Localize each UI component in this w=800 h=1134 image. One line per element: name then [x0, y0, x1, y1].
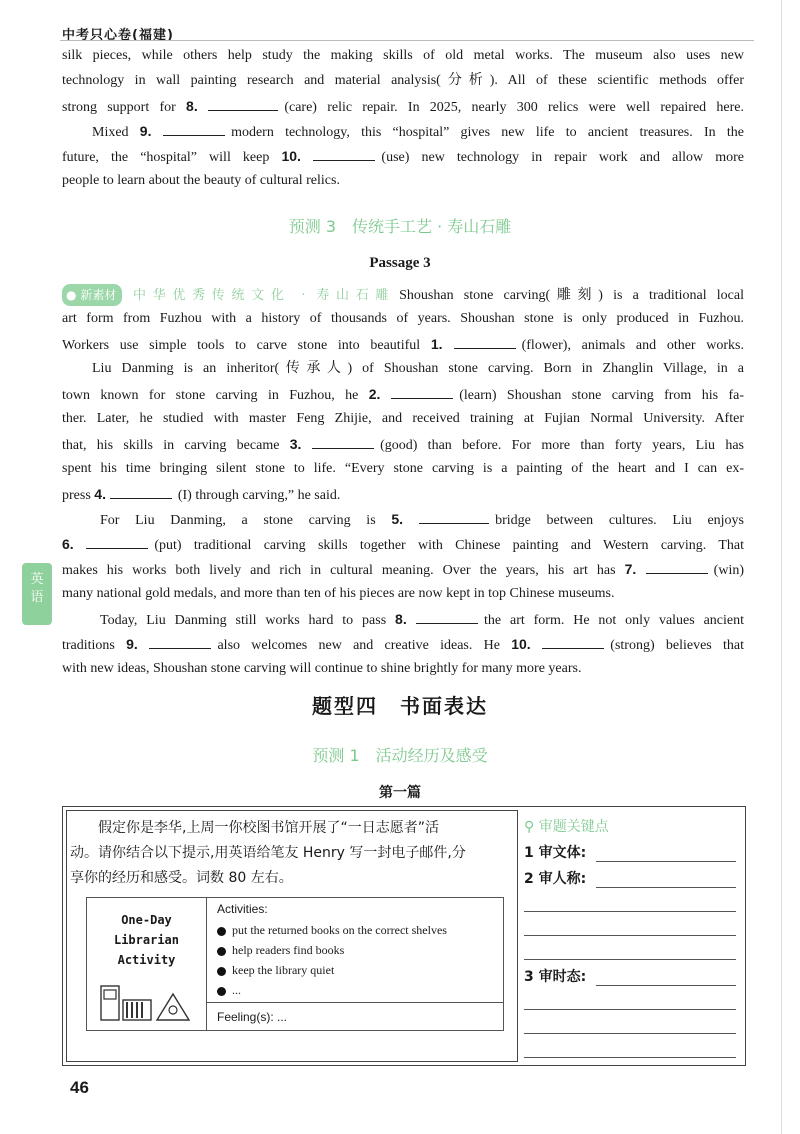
- question-number: 10.: [281, 148, 314, 164]
- text-line: [62, 309, 744, 329]
- text-line: [92, 121, 744, 143]
- text-run: (strong) believes that: [610, 638, 744, 653]
- book-header-title: 中考只心卷(福建): [62, 28, 174, 43]
- text-line: [62, 534, 744, 556]
- text-run: people to learn about the beauty of cultural relics.: [62, 173, 340, 188]
- answer-line: [524, 934, 736, 936]
- text-run: (learn) Shoushan stone carving from his fa-: [459, 388, 744, 403]
- text-run: (use) new technology in repair work and allow more: [381, 150, 745, 165]
- text-line: [92, 359, 744, 379]
- answer-blank[interactable]: [149, 634, 211, 649]
- header-rule: [60, 40, 754, 41]
- text-run: silk pieces, while others help study the making skills of old metal works. The museum also uses new: [62, 48, 744, 63]
- key-points-panel: [524, 810, 740, 1062]
- key-points-heading: ⚲ 审题关键点: [524, 819, 609, 835]
- answer-blank[interactable]: [208, 96, 278, 111]
- text-line: [62, 384, 744, 406]
- text-run: Liu Danming is an inheritor(传承人) of Shoushan stone carving. Born in Zhanglin Village, in a: [92, 361, 744, 376]
- question-number: 4.: [94, 486, 110, 502]
- side-tab-char: 语: [30, 590, 44, 605]
- question-number: 8.: [395, 611, 416, 627]
- activity-item: keep the library quiet: [217, 960, 447, 980]
- answer-line: [596, 886, 736, 888]
- text-line: [62, 634, 744, 656]
- side-tab-char: 英: [30, 572, 44, 587]
- text-run: (win): [713, 563, 744, 578]
- activity-list-cell: [207, 898, 503, 1030]
- key-row-genre: 1 审文体:: [524, 845, 587, 861]
- text-run: Mixed: [92, 125, 140, 140]
- answer-line: [524, 1032, 736, 1034]
- question-number: 2.: [368, 386, 392, 402]
- question-number: 7.: [624, 561, 646, 577]
- prediction1-heading: 预测 1 活动经历及感受: [312, 746, 488, 765]
- text-line: [62, 46, 744, 66]
- text-run: (I) through carving,” he said.: [177, 488, 341, 503]
- text-run: ther. Later, he studied with master Feng Zhijie, and received training at Fujian Normal University. After: [62, 411, 744, 426]
- answer-line: [524, 1008, 736, 1010]
- text-run: future, the “hospital” will keep: [62, 150, 282, 165]
- passage3-title: Passage 3: [369, 255, 431, 271]
- text-run: (good) than before. For more than forty years, Liu has: [380, 438, 744, 453]
- text-line: [62, 71, 744, 91]
- answer-line: [596, 860, 736, 862]
- subject-side-tab: [22, 563, 52, 625]
- prompt-line: 假定你是李华,上周一你校图书馆开展了“一日志愿者”活: [98, 820, 439, 836]
- answer-blank[interactable]: [86, 534, 148, 549]
- text-span: [399, 288, 744, 303]
- answer-blank[interactable]: [646, 559, 708, 574]
- pin-icon: ⚲: [524, 819, 535, 835]
- text-run: technology in wall painting research and material analysis(分析). All of these scientific methods offer: [62, 73, 744, 88]
- question-number: 1.: [430, 336, 454, 352]
- answer-line: [524, 958, 736, 960]
- answer-blank[interactable]: [110, 484, 172, 499]
- text-line: [62, 584, 744, 604]
- text-run: art form from Fuzhou with a history of thousands of years. Shoushan stone is only produced in Fuzhou.: [62, 311, 744, 326]
- answer-line: [596, 984, 736, 986]
- text-run: spent his time bringing silent stone to life. “Every stone carving is a painting of the heart and I can ex-: [62, 461, 744, 476]
- new-material-tag: ● 新素材: [62, 284, 122, 306]
- bullet-icon: [217, 987, 226, 996]
- activity-item: ...: [217, 980, 447, 1000]
- answer-blank[interactable]: [419, 509, 489, 524]
- activity-list: [217, 920, 447, 1000]
- text-run: Workers use simple tools to carve stone into beautiful: [62, 338, 431, 353]
- text-run: traditions: [62, 638, 127, 653]
- page-number: 46: [70, 1078, 89, 1097]
- library-kiosk-icon: [97, 982, 197, 1024]
- bullet-icon: [217, 927, 226, 936]
- answer-blank[interactable]: [312, 434, 374, 449]
- text-run: makes his works both lively and rich in cultural meaning. Over the years, his art has: [62, 563, 625, 578]
- answer-blank[interactable]: [416, 609, 478, 624]
- bulb-icon: ●: [66, 288, 77, 302]
- text-run: strong support for: [62, 100, 187, 115]
- text-line: [62, 146, 744, 168]
- text-line: [62, 559, 744, 581]
- text-run: (care) relic repair. In 2025, nearly 300 relics were well repaired here.: [284, 100, 744, 115]
- text-run: that, his skills in carving became: [62, 438, 290, 453]
- answer-blank[interactable]: [163, 121, 225, 136]
- text-run: the art form. He not only values ancient: [484, 613, 745, 628]
- answer-blank[interactable]: [391, 384, 453, 399]
- key-row-person: 2 审人称:: [524, 871, 587, 887]
- text-line: [62, 459, 744, 479]
- activity-item: put the returned books on the correct shelves: [217, 920, 447, 940]
- text-run: Today, Liu Danming still works hard to pass: [100, 613, 396, 628]
- key-row-tense: 3 审时态:: [524, 969, 587, 985]
- text-line: [62, 96, 744, 118]
- prediction3-heading: 预测 3 传统手工艺 · 寿山石雕: [288, 217, 512, 236]
- text-run: bridge between cultures. Liu enjoys: [495, 513, 745, 528]
- text-run: Shoushan stone carving(雕刻) is a traditional local: [399, 288, 744, 303]
- text-line: [62, 659, 744, 679]
- text-run: with new ideas, Shoushan stone carving will continue to shine brightly for many more years.: [62, 661, 582, 676]
- text-run: (put) traditional carving skills together with Chinese painting and Western carving. That: [154, 538, 744, 553]
- text-run: modern technology, this “hospital” gives new life to ancient treasures. In the: [231, 125, 744, 140]
- bullet-icon: [217, 967, 226, 976]
- feelings-label: Feeling(s): ...: [207, 1002, 503, 1031]
- answer-blank[interactable]: [454, 334, 516, 349]
- activities-label: Activities:: [217, 902, 268, 916]
- text-run: town known for stone carving in Fuzhou, he: [62, 388, 369, 403]
- answer-line: [524, 910, 736, 912]
- text-run: For Liu Danming, a stone carving is: [100, 513, 392, 528]
- text-run: many national gold medals, and more than ten of his pieces are now kept in top Chinese museums.: [62, 586, 615, 601]
- question-number: 6.: [62, 536, 87, 552]
- section4-title: 题型四 书面表达: [312, 694, 488, 718]
- text-line-first: [62, 284, 744, 306]
- piece-title: 第一篇: [379, 785, 421, 801]
- question-number: 9.: [126, 636, 150, 652]
- question-number: 9.: [139, 123, 164, 139]
- bullet-icon: [217, 947, 226, 956]
- text-line: [100, 509, 744, 531]
- text-line: [62, 171, 744, 191]
- prompt-line: 享你的经历和感受。词数 80 左右。: [70, 870, 293, 886]
- text-line: [62, 409, 744, 429]
- answer-blank[interactable]: [542, 634, 604, 649]
- question-number: 3.: [289, 436, 313, 452]
- answer-line: [524, 1056, 736, 1058]
- page-edge: [781, 0, 782, 1134]
- activity-title: One-Day Librarian Activity: [113, 913, 180, 967]
- question-number: 10.: [511, 636, 543, 652]
- question-number: 5.: [391, 511, 420, 527]
- topic-tag: 中华优秀传统文化 · 寿山石雕: [126, 288, 396, 303]
- answer-blank[interactable]: [313, 146, 375, 161]
- text-line: [62, 434, 744, 456]
- text-line: [62, 334, 744, 356]
- text-run: also welcomes new and creative ideas. He: [217, 638, 512, 653]
- text-line: [100, 609, 744, 631]
- activity-item: help readers find books: [217, 940, 447, 960]
- activity-title-cell: [87, 898, 207, 1030]
- text-run: (flower), animals and other works.: [521, 338, 744, 353]
- question-number: 8.: [186, 98, 209, 114]
- writing-prompt: [70, 816, 510, 891]
- text-line: [62, 484, 744, 506]
- prompt-line: 动。请你结合以下提示,用英语给笔友 Henry 写一封电子邮件,分: [70, 845, 466, 861]
- activity-table: [86, 897, 504, 1031]
- text-run: press: [62, 488, 95, 503]
